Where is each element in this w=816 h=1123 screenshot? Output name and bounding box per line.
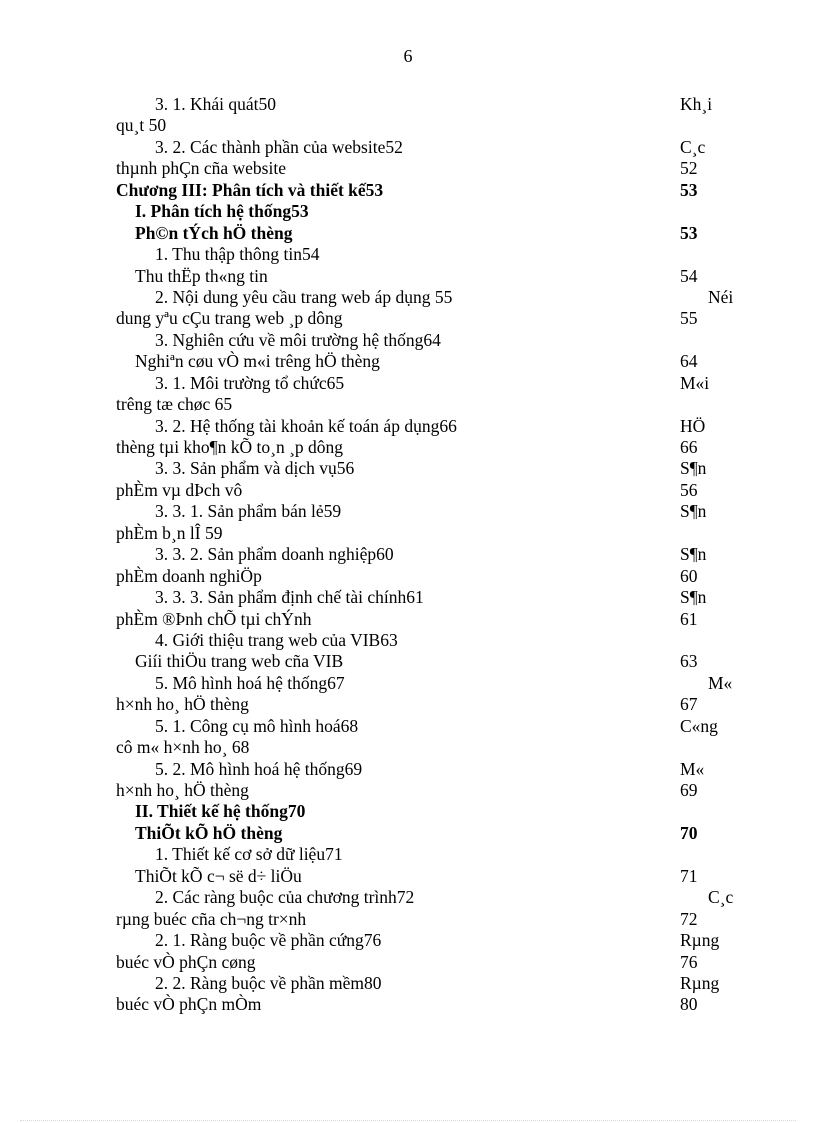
toc-row <box>0 759 816 780</box>
toc-row <box>0 930 816 951</box>
toc-row <box>0 180 816 201</box>
toc-page-ref: S¶n <box>680 544 707 565</box>
toc-row <box>0 716 816 737</box>
toc-page-ref: Kh¸i <box>680 94 713 114</box>
toc-entry-text: 5. 1. Công cụ mô hình hoá68 <box>155 715 359 736</box>
toc-entry-text: 5. 2. Mô hình hoá hệ thống69 <box>155 758 363 779</box>
toc-entry-text: 5. Mô hình hoá hệ thống67 <box>155 672 345 693</box>
toc-page-ref: M« <box>708 672 733 693</box>
toc-row <box>0 801 816 822</box>
toc-row <box>0 866 816 887</box>
toc-entry-text: phÈm doanh nghiÖp <box>116 565 262 586</box>
toc-page-ref: Rµng <box>680 930 720 951</box>
toc-page-ref: 69 <box>680 780 698 800</box>
toc-row <box>0 458 816 479</box>
toc-entry-text: qu¸t 50 <box>116 115 167 136</box>
toc-row <box>0 158 816 179</box>
toc-row <box>0 373 816 394</box>
toc-page-ref: Néi <box>708 286 734 307</box>
toc-row <box>0 952 816 973</box>
toc-row <box>0 94 816 115</box>
toc-page-ref: 53 <box>680 222 698 243</box>
toc-page-ref: C«ng <box>680 715 718 736</box>
toc-page-ref: 70 <box>680 822 698 843</box>
toc-entry-text: ThiÕt kÕ c¬ së d÷ liÖu <box>135 865 302 886</box>
toc-entry-text: phÈm vµ dÞch vô <box>116 479 243 500</box>
toc-entry-text: cô m« h×nh ho¸ 68 <box>116 737 250 758</box>
toc-entry-text: thèng tµi kho¶n kÕ to¸n ¸p dông <box>116 437 344 457</box>
toc-page-ref: Rµng <box>680 972 720 993</box>
toc-row <box>0 673 816 694</box>
toc-row <box>0 566 816 587</box>
toc-page-ref: 76 <box>680 951 698 972</box>
toc-row <box>0 609 816 630</box>
toc-entry-text: 2. 2. Ràng buộc về phần mềm80 <box>155 972 382 993</box>
toc-page-ref: C¸c <box>708 887 734 908</box>
toc-row <box>0 244 816 265</box>
toc-row <box>0 501 816 522</box>
page-bottom-divider <box>20 1120 796 1121</box>
toc-page-ref: 66 <box>680 437 698 457</box>
toc-row <box>0 201 816 222</box>
toc-page-ref: M«i <box>680 372 710 393</box>
toc-row <box>0 523 816 544</box>
toc-entry-text: Thu thËp th«ng tin <box>135 265 268 286</box>
toc-row <box>0 909 816 930</box>
toc-page-ref: S¶n <box>680 587 707 608</box>
toc-row <box>0 223 816 244</box>
toc-page-ref: 67 <box>680 694 698 715</box>
toc-row <box>0 330 816 351</box>
toc-row <box>0 887 816 908</box>
toc-row <box>0 994 816 1015</box>
toc-entry-text: Giíi thiÖu trang web cña VIB <box>135 651 344 672</box>
toc-entry-text: phÈm ®Þnh chÕ tµi chÝnh <box>116 608 312 629</box>
toc-entry-text: buéc vÒ phÇn cøng <box>116 951 256 972</box>
toc-row <box>0 973 816 994</box>
toc-page-ref: 54 <box>680 265 698 286</box>
toc-entry-text: thµnh phÇn cña website <box>116 158 286 179</box>
toc-page-ref: 64 <box>680 351 698 372</box>
toc-entry-text: buéc vÒ phÇn mÒm <box>116 994 262 1015</box>
toc-entry-text: 1. Thu thập thông tin54 <box>155 244 320 265</box>
toc-row <box>0 544 816 565</box>
toc-entry-text: 3. 3. 1. Sản phẩm bán lẻ59 <box>155 501 342 522</box>
toc-row <box>0 115 816 136</box>
toc-entry-text: h×nh ho¸ hÖ thèng <box>116 694 249 715</box>
toc-entry-text: 3. 3. 3. Sản phẩm định chế tài chính61 <box>155 587 424 608</box>
toc-entry-text: rµng buéc cña ch¬ng tr×nh <box>116 908 307 929</box>
toc-entry-text: I. Phân tích hệ thống53 <box>135 201 309 222</box>
toc-entry-text: 4. Giới thiệu trang web của VIB63 <box>155 629 398 650</box>
toc-entry-text: 3. 1. Môi trường tổ chức65 <box>155 372 345 393</box>
toc-row <box>0 437 816 458</box>
toc-row <box>0 651 816 672</box>
toc-page-ref: M« <box>680 758 705 779</box>
toc-page-ref: HÖ <box>680 415 706 436</box>
toc-row <box>0 480 816 501</box>
toc-entry-text: II. Thiết kế hệ thống70 <box>135 801 306 822</box>
toc-entry-text: 3. 2. Các thành phần của website52 <box>155 136 403 157</box>
toc-row <box>0 266 816 287</box>
toc-page-ref: 52 <box>680 158 698 179</box>
toc-entry-text: Nghiªn cøu vÒ m«i trêng hÖ thèng <box>135 351 380 372</box>
toc-page-ref: 53 <box>680 179 698 200</box>
toc-page-ref: 61 <box>680 608 698 629</box>
toc-entry-text: ThiÕt kÕ hÖ thèng <box>135 822 283 843</box>
toc-row <box>0 137 816 158</box>
toc-entry-text: 2. Nội dung yêu cầu trang web áp dụng 55 <box>155 286 453 307</box>
toc-page-ref: 56 <box>680 479 698 500</box>
toc-row <box>0 287 816 308</box>
toc-entry-text: h×nh ho¸ hÖ thèng <box>116 780 249 800</box>
toc-row <box>0 394 816 415</box>
toc-page-ref: 72 <box>680 908 698 929</box>
toc-row <box>0 308 816 329</box>
toc-page-ref: 55 <box>680 308 698 329</box>
toc-row <box>0 587 816 608</box>
toc-entry-text: 3. 1. Khái quát50 <box>155 94 277 114</box>
toc-row <box>0 844 816 865</box>
toc-entry-text: 3. 3. 2. Sản phẩm doanh nghiệp60 <box>155 544 394 565</box>
page-number: 6 <box>403 46 413 66</box>
toc-row <box>0 416 816 437</box>
toc-entry-text: phÈm b¸n lÎ 59 <box>116 522 223 543</box>
toc-entry-text: 2. 1. Ràng buộc về phần cứng76 <box>155 930 382 951</box>
toc-entry-text: Chương III: Phân tích và thiết kế53 <box>116 179 384 200</box>
toc-entry-text: 1. Thiết kế cơ sở dữ liệu71 <box>155 844 343 865</box>
toc-page-ref: 63 <box>680 651 698 672</box>
toc-page-ref: C¸c <box>680 136 706 157</box>
toc-entry-text: 3. 3. Sản phẩm và dịch vụ56 <box>155 458 355 479</box>
table-of-contents <box>0 94 816 1016</box>
toc-entry-text: dung yªu cÇu trang web ¸p dông <box>116 308 343 329</box>
toc-page-ref: 60 <box>680 565 698 586</box>
toc-page-ref: 80 <box>680 994 698 1015</box>
toc-row <box>0 780 816 801</box>
toc-row <box>0 823 816 844</box>
toc-entry-text: trêng tæ chøc 65 <box>116 394 233 415</box>
toc-entry-text: 3. Nghiên cứu về môi trường hệ thống64 <box>155 329 441 350</box>
toc-entry-text: 2. Các ràng buộc của chương trình72 <box>155 887 415 908</box>
toc-row <box>0 351 816 372</box>
toc-page-ref: S¶n <box>680 458 707 479</box>
toc-page-ref: 71 <box>680 865 698 886</box>
toc-row <box>0 694 816 715</box>
toc-entry-text: Ph©n tÝch hÖ thèng <box>135 222 293 243</box>
toc-row <box>0 737 816 758</box>
toc-entry-text: 3. 2. Hệ thống tài khoản kế toán áp dụng66 <box>155 415 457 436</box>
toc-row <box>0 630 816 651</box>
toc-page-ref: S¶n <box>680 501 707 522</box>
